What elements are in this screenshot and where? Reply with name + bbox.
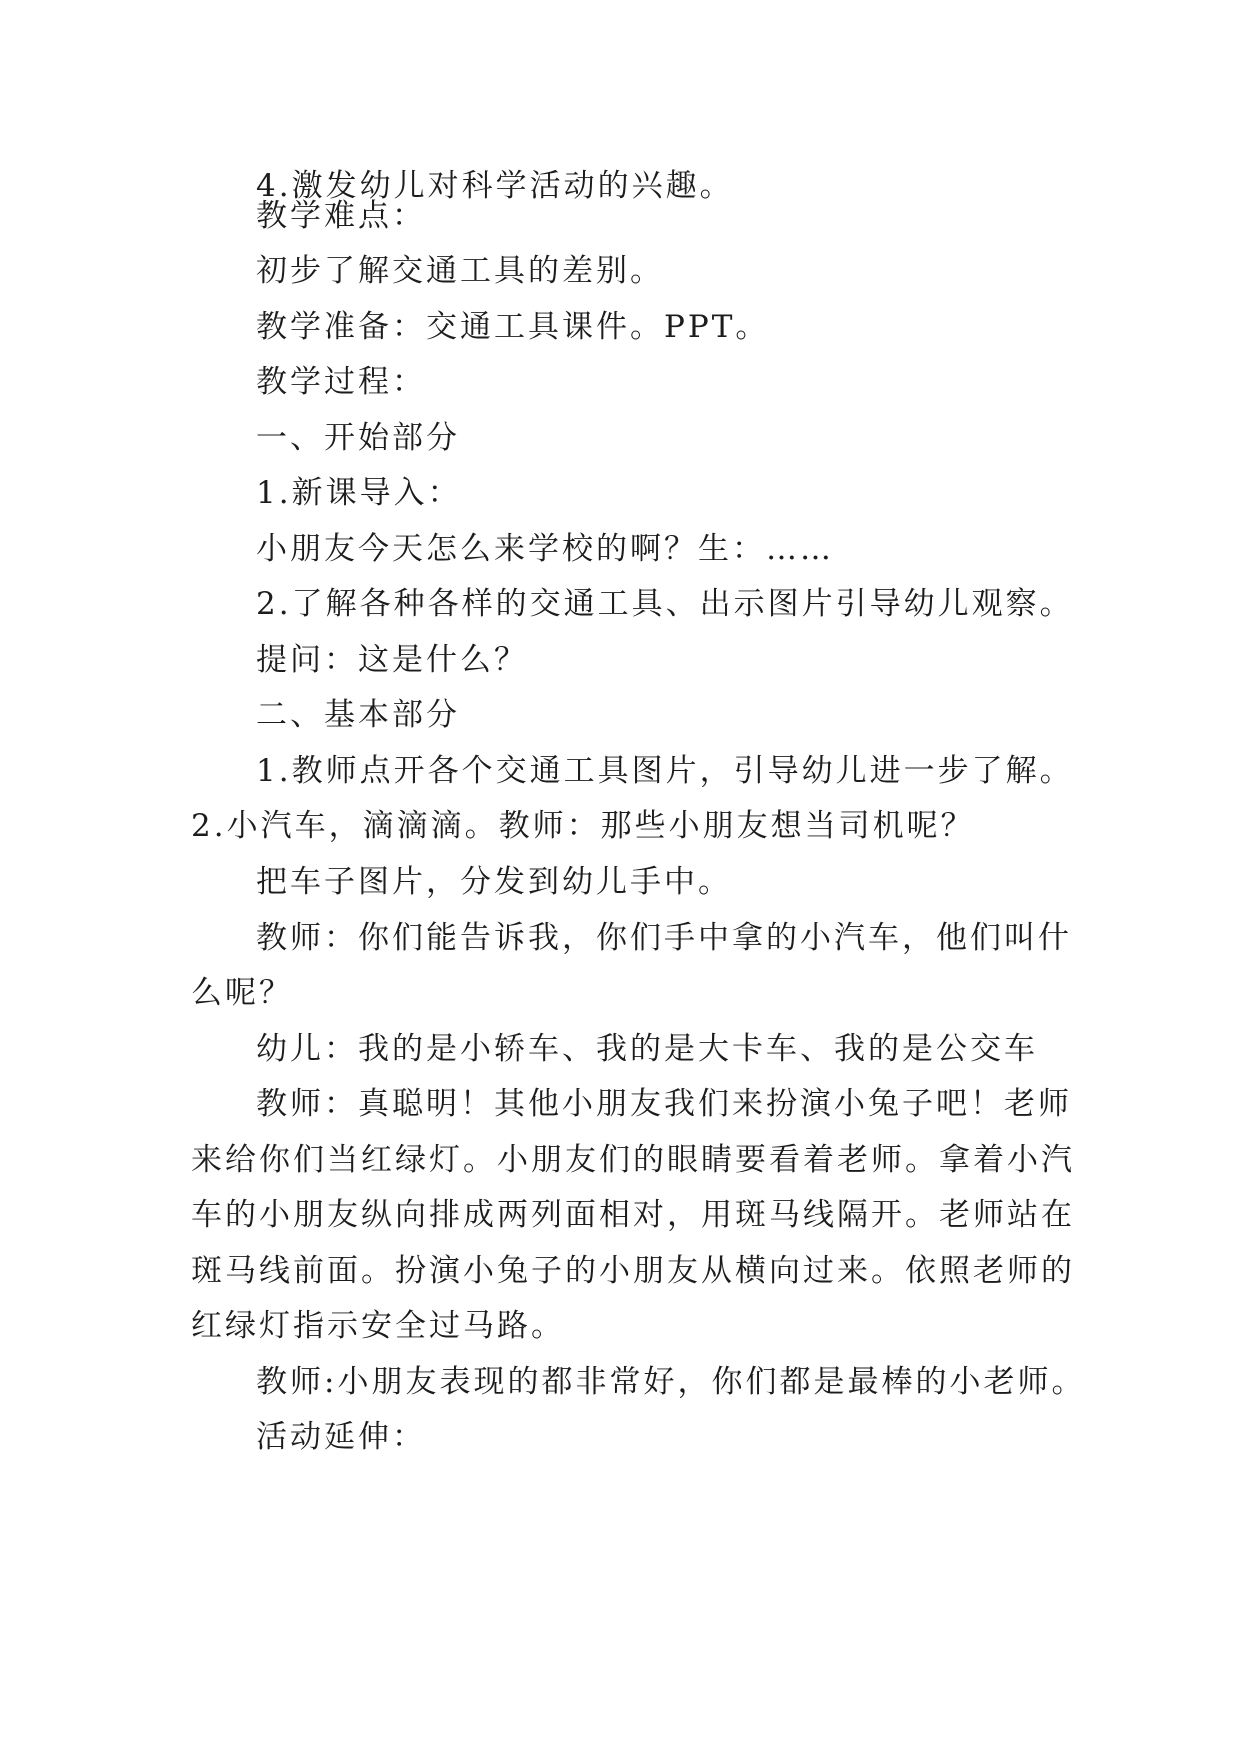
paragraph-line: 把车子图片，分发到幼儿手中。 bbox=[256, 864, 732, 900]
section-heading: 教学过程： bbox=[256, 364, 426, 400]
section-heading: 一、开始部分 bbox=[256, 420, 460, 456]
paragraph-line: 教师：真聪明！其他小朋友我们来扮演小兔子吧！老师 bbox=[256, 1086, 1072, 1122]
section-heading: 二、基本部分 bbox=[256, 697, 460, 733]
paragraph-line: 教学准备：交通工具课件。PPT。 bbox=[256, 309, 770, 345]
paragraph-line: 教师:小朋友表现的都非常好，你们都是最棒的小老师。 bbox=[256, 1364, 1086, 1400]
paragraph-line: 1.新课导入： bbox=[256, 475, 462, 511]
paragraph-line: 么呢？ bbox=[191, 975, 293, 1011]
paragraph-line: 斑马线前面。扮演小兔子的小朋友从横向过来。依照老师的 bbox=[191, 1253, 1075, 1289]
paragraph-line: 来给你们当红绿灯。小朋友们的眼睛要看着老师。拿着小汽 bbox=[191, 1142, 1075, 1178]
paragraph-line: 1.教师点开各个交通工具图片，引导幼儿进一步了解。 bbox=[256, 753, 1074, 789]
paragraph-line: 小朋友今天怎么来学校的啊？生：…… bbox=[256, 531, 834, 567]
paragraph-line: 幼儿：我的是小轿车、我的是大卡车、我的是公交车 bbox=[256, 1031, 1038, 1067]
paragraph-line: 车的小朋友纵向排成两列面相对，用斑马线隔开。老师站在 bbox=[191, 1197, 1075, 1233]
section-heading: 教学难点： bbox=[256, 198, 426, 234]
section-heading: 活动延伸： bbox=[256, 1419, 426, 1455]
paragraph-line: 提问：这是什么？ bbox=[256, 642, 528, 678]
paragraph-line: 2.了解各种各样的交通工具、出示图片引导幼儿观察。 bbox=[256, 586, 1074, 622]
paragraph-line: 4.激发幼儿对科学活动的兴趣。 bbox=[256, 168, 734, 204]
paragraph-line: 2.小汽车，滴滴滴。教师：那些小朋友想当司机呢？ bbox=[191, 808, 975, 844]
paragraph-line: 初步了解交通工具的差别。 bbox=[256, 253, 664, 289]
paragraph-line: 红绿灯指示安全过马路。 bbox=[191, 1308, 565, 1344]
paragraph-line: 教师：你们能告诉我，你们手中拿的小汽车，他们叫什 bbox=[256, 920, 1072, 956]
